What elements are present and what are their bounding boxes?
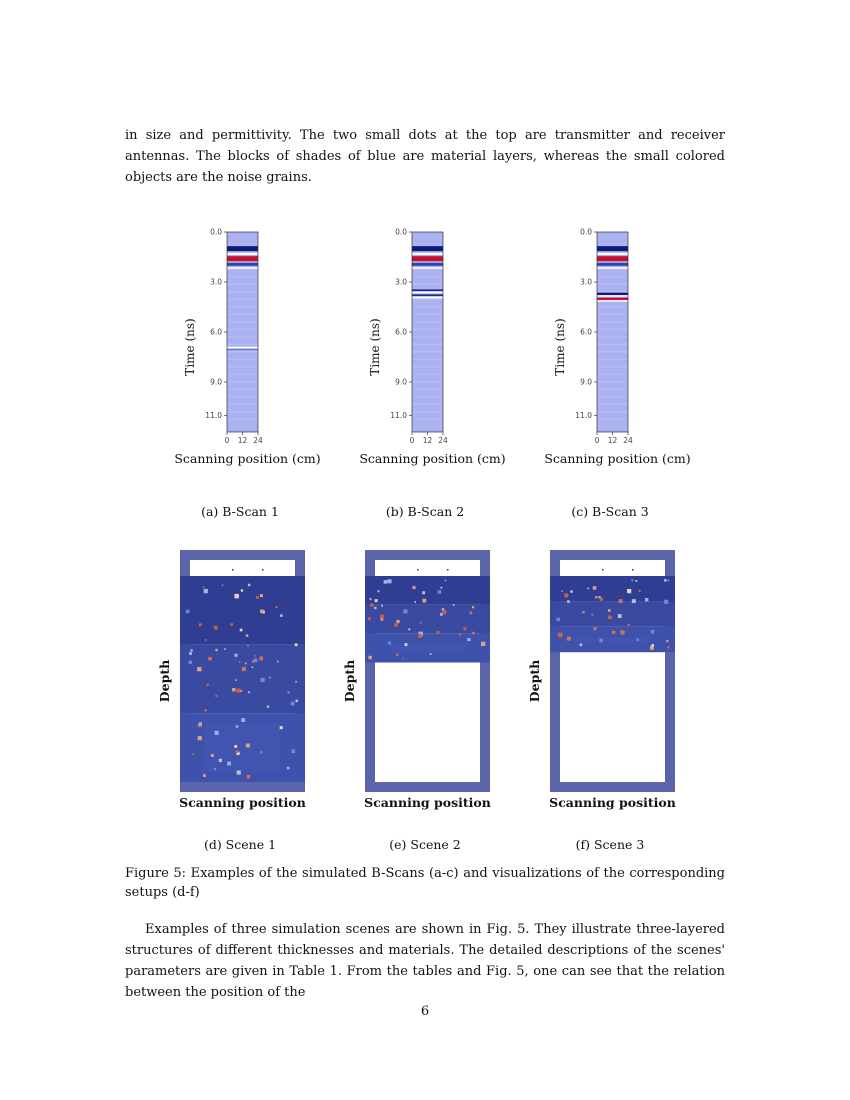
noise-grain	[564, 593, 568, 597]
texture-line	[597, 306, 628, 307]
noise-grain	[197, 667, 201, 671]
y-tick-label: 3.0	[395, 277, 407, 287]
noise-grain	[205, 709, 207, 711]
texture-line	[412, 366, 443, 367]
noise-grain	[235, 679, 237, 681]
texture-line	[227, 366, 258, 367]
transmitter-antenna	[232, 569, 234, 571]
noise-grain	[240, 629, 243, 632]
texture-line	[597, 284, 628, 285]
noise-grain	[280, 614, 283, 617]
noise-grain	[631, 579, 633, 581]
page-number: 6	[420, 1004, 430, 1019]
noise-grain	[267, 706, 269, 708]
texture-line	[597, 336, 628, 337]
noise-grain	[481, 642, 485, 646]
material-layer-2	[550, 601, 675, 626]
noise-grain	[440, 587, 442, 589]
noise-grain	[403, 609, 407, 613]
noise-grain	[412, 586, 415, 589]
y-tick-label: 3.0	[210, 277, 222, 287]
y-tick-label: 6.0	[395, 327, 407, 337]
noise-grain	[453, 604, 455, 606]
reflection-band	[412, 267, 443, 269]
reflection-band	[597, 256, 628, 261]
bscan-panel-2	[355, 222, 535, 472]
x-axis-label: Scanning position (cm)	[359, 451, 506, 466]
texture-line	[412, 284, 443, 285]
texture-line	[227, 284, 258, 285]
noise-grain	[205, 639, 207, 641]
noise-grain	[567, 600, 570, 603]
transmitter-antenna	[417, 569, 419, 571]
texture-line	[227, 314, 258, 315]
noise-grain	[215, 649, 217, 651]
texture-line	[412, 329, 443, 330]
noise-grain	[438, 590, 442, 594]
scene-panel-1	[155, 548, 325, 813]
y-tick-label: 11.0	[575, 410, 592, 420]
reflection-band	[412, 296, 443, 298]
x-tick-label: 0	[594, 436, 600, 445]
scene-panel-3	[525, 548, 695, 813]
noise-grain	[296, 700, 299, 703]
y-axis-label: Depth	[527, 659, 542, 703]
texture-line	[597, 314, 628, 315]
x-axis-label: Scanning position	[364, 795, 491, 810]
noise-grain	[203, 774, 206, 777]
reflection-band	[412, 246, 443, 251]
noise-grain	[388, 641, 391, 644]
noise-grain	[192, 753, 194, 755]
noise-grain	[619, 599, 623, 603]
noise-grain	[608, 616, 612, 620]
texture-line	[412, 306, 443, 307]
texture-line	[227, 291, 258, 292]
noise-grain	[645, 598, 648, 601]
texture-line	[597, 404, 628, 405]
noise-grain	[260, 594, 263, 597]
noise-grain	[380, 615, 384, 619]
noise-grain	[561, 590, 563, 592]
reflection-band	[597, 300, 628, 302]
y-axis-label: Depth	[342, 659, 357, 703]
noise-grain	[219, 759, 222, 762]
noise-grain	[664, 600, 668, 604]
reflection-band	[227, 267, 258, 269]
texture-line	[227, 321, 258, 322]
noise-grain	[415, 601, 417, 603]
noise-grain	[463, 627, 466, 630]
y-tick-label: 0.0	[580, 227, 592, 237]
noise-grain	[639, 590, 641, 592]
noise-grain	[587, 587, 589, 589]
subcaption-e: (e) Scene 2	[389, 837, 461, 852]
noise-grain	[378, 590, 380, 592]
y-axis-label: Time (ns)	[183, 318, 197, 376]
noise-grain	[422, 599, 426, 603]
noise-grain	[459, 633, 461, 635]
subcaption-a: (a) B-Scan 1	[201, 504, 279, 519]
noise-grain	[275, 606, 277, 608]
y-tick-label: 0.0	[210, 227, 222, 237]
x-axis-label: Scanning position (cm)	[544, 451, 691, 466]
noise-grain	[206, 683, 208, 685]
noise-grain	[472, 606, 474, 608]
noise-grain	[437, 631, 440, 634]
noise-grain	[593, 586, 597, 590]
noise-grain	[186, 610, 190, 614]
texture-line	[412, 314, 443, 315]
noise-grain	[269, 676, 271, 678]
reflection-band	[227, 263, 258, 266]
texture-line	[412, 374, 443, 375]
noise-grain	[618, 614, 622, 618]
x-axis-label: Scanning position	[179, 795, 306, 810]
noise-grain	[236, 725, 239, 728]
texture-line	[597, 419, 628, 420]
reflection-band	[412, 263, 443, 266]
noise-grain	[295, 643, 298, 646]
texture-line	[412, 321, 443, 322]
noise-grain	[252, 666, 254, 668]
noise-grain	[189, 652, 192, 655]
texture-line	[597, 396, 628, 397]
noise-grain	[224, 648, 226, 650]
reflection-band	[597, 298, 628, 301]
texture-line	[597, 344, 628, 345]
texture-line	[412, 299, 443, 300]
texture-line	[597, 411, 628, 412]
reflection-band	[227, 256, 258, 261]
noise-grain	[295, 681, 297, 683]
noise-grain	[368, 617, 371, 620]
noise-grain	[214, 626, 218, 630]
texture-line	[227, 359, 258, 360]
texture-line	[227, 381, 258, 382]
noise-grain	[236, 689, 240, 693]
reflection-band	[597, 263, 628, 266]
noise-grain	[368, 656, 371, 659]
texture-line	[597, 389, 628, 390]
x-tick-label: 12	[607, 436, 618, 445]
texture-line	[227, 351, 258, 352]
noise-grain	[556, 617, 560, 621]
bscan-background	[597, 232, 628, 432]
y-tick-label: 9.0	[580, 377, 592, 387]
texture-line	[412, 404, 443, 405]
x-tick-label: 0	[224, 436, 230, 445]
noise-grain	[374, 607, 377, 610]
y-axis-label: Time (ns)	[553, 318, 567, 376]
material-inclusion	[390, 644, 465, 653]
noise-grain	[593, 627, 596, 630]
noise-grain	[241, 589, 243, 591]
texture-line	[227, 306, 258, 307]
noise-grain	[420, 622, 422, 624]
noise-grain	[208, 657, 212, 661]
noise-grain	[232, 688, 236, 692]
noise-grain	[260, 610, 264, 614]
noise-grain	[245, 662, 247, 664]
subcaption-d: (d) Scene 1	[203, 837, 277, 852]
texture-line	[412, 344, 443, 345]
noise-grain	[396, 653, 398, 655]
noise-grain	[599, 639, 603, 643]
texture-line	[597, 381, 628, 382]
y-tick-label: 11.0	[205, 410, 222, 420]
noise-grain	[235, 594, 239, 598]
texture-line	[227, 419, 258, 420]
x-axis-label: Scanning position (cm)	[174, 451, 321, 466]
bscan-background	[227, 232, 258, 432]
reflection-band	[597, 246, 628, 251]
noise-grain	[204, 589, 208, 593]
texture-line	[227, 404, 258, 405]
noise-grain	[234, 745, 237, 748]
noise-grain	[402, 657, 404, 659]
body-paragraph: Examples of three simulation scenes are shown in Fig. 5. They illustrate three-layered structures of different thicknesses and materials. The detailed descriptions of the scenes' parameters are given in Table 1. From the tables and Fig. 5, one can see that the relation between the position of the	[125, 922, 725, 1000]
noise-grain	[430, 653, 432, 655]
noise-grain	[582, 612, 584, 614]
noise-grain	[199, 623, 202, 626]
bscan-background	[412, 232, 443, 432]
noise-grain	[288, 692, 290, 694]
subcaption-b: (b) B-Scan 2	[385, 504, 465, 519]
reflection-band	[227, 347, 258, 349]
reflection-band	[227, 246, 258, 251]
noise-grain	[241, 718, 245, 722]
noise-grain	[635, 580, 637, 582]
noise-grain	[291, 702, 295, 706]
texture-line	[227, 374, 258, 375]
reflection-band	[227, 253, 258, 255]
noise-grain	[612, 631, 615, 634]
noise-grain	[240, 690, 242, 692]
texture-line	[227, 329, 258, 330]
noise-grain	[381, 618, 384, 621]
texture-line	[412, 389, 443, 390]
intro-paragraph: in size and permittivity. The two small dots at the top are transmitter and receiver antennas. The blocks of shades of blue are material layers, whereas the small colored objects are the noise grains.	[125, 128, 725, 185]
texture-line	[412, 276, 443, 277]
x-tick-label: 12	[422, 436, 433, 445]
noise-grain	[203, 586, 205, 588]
texture-line	[597, 321, 628, 322]
noise-grain	[247, 775, 250, 778]
y-tick-label: 6.0	[580, 327, 592, 337]
noise-grain	[472, 632, 475, 635]
y-tick-label: 0.0	[395, 227, 407, 237]
noise-grain	[234, 654, 237, 657]
noise-grain	[291, 749, 295, 753]
receiver-antenna	[262, 569, 264, 571]
x-tick-label: 12	[237, 436, 248, 445]
noise-grain	[467, 638, 470, 641]
noise-grain	[248, 691, 250, 693]
noise-grain	[199, 722, 202, 725]
texture-line	[227, 344, 258, 345]
noise-grain	[620, 630, 624, 634]
texture-line	[597, 359, 628, 360]
texture-line	[227, 389, 258, 390]
noise-grain	[384, 580, 388, 584]
material-inclusion	[205, 723, 280, 772]
bscan-panel-3	[540, 222, 720, 472]
noise-grain	[558, 633, 562, 637]
texture-line	[412, 336, 443, 337]
noise-grain	[260, 678, 264, 682]
noise-grain	[567, 637, 571, 641]
bscan-panel-1	[170, 222, 350, 472]
noise-grain	[375, 599, 378, 602]
noise-grain	[370, 598, 372, 600]
noise-grain	[190, 649, 192, 651]
noise-grain	[469, 612, 472, 615]
texture-line	[227, 336, 258, 337]
x-tick-label: 24	[438, 436, 448, 445]
texture-line	[227, 299, 258, 300]
noise-grain	[591, 614, 593, 616]
figure-caption: Figure 5: Examples of the simulated B-Scans (a-c) and visualizations of the corresponding setups (d-f)	[125, 866, 725, 900]
noise-grain	[230, 623, 233, 626]
texture-line	[597, 329, 628, 330]
texture-line	[412, 359, 443, 360]
material-layer-2	[180, 645, 305, 714]
reflection-band	[412, 289, 443, 291]
texture-line	[412, 351, 443, 352]
texture-line	[412, 419, 443, 420]
y-tick-label: 9.0	[395, 377, 407, 387]
noise-grain	[256, 596, 259, 599]
noise-grain	[215, 695, 217, 697]
noise-grain	[395, 623, 398, 626]
noise-grain	[422, 591, 425, 594]
noise-grain	[236, 750, 239, 753]
noise-grain	[388, 579, 392, 583]
reflection-band	[597, 295, 628, 297]
noise-grain	[600, 597, 603, 600]
subcaption-f: (f) Scene 3	[575, 837, 645, 852]
noise-grain	[595, 596, 597, 598]
reflection-band	[597, 293, 628, 296]
reflection-band	[597, 253, 628, 255]
x-tick-label: 24	[623, 436, 633, 445]
noise-grain	[222, 584, 224, 586]
noise-grain	[246, 634, 249, 637]
noise-grain	[580, 643, 583, 646]
noise-grain	[442, 610, 446, 614]
noise-grain	[242, 667, 246, 671]
texture-line	[597, 374, 628, 375]
y-axis-label: Depth	[157, 659, 172, 703]
noise-grain	[227, 762, 231, 766]
scene-panel-2	[340, 548, 510, 813]
noise-grain	[381, 605, 383, 607]
noise-grain	[246, 743, 250, 747]
material-layer-2	[365, 605, 490, 634]
y-axis-label: Time (ns)	[368, 318, 382, 376]
y-tick-label: 3.0	[580, 277, 592, 287]
noise-grain	[651, 644, 654, 647]
subcaption-c: (c) B-Scan 3	[571, 504, 649, 519]
reflection-band	[227, 349, 258, 351]
y-tick-label: 11.0	[390, 410, 407, 420]
noise-grain	[214, 768, 216, 770]
receiver-antenna	[632, 569, 634, 571]
material-layer-1	[180, 576, 305, 645]
noise-grain	[254, 655, 256, 657]
noise-grain	[277, 661, 279, 663]
noise-grain	[239, 661, 241, 663]
reflection-band	[412, 291, 443, 293]
x-tick-label: 0	[409, 436, 415, 445]
noise-grain	[396, 620, 399, 623]
noise-grain	[280, 726, 283, 729]
noise-grain	[666, 640, 668, 642]
noise-grain	[247, 644, 249, 646]
reflection-band	[412, 294, 443, 296]
texture-line	[227, 411, 258, 412]
noise-grain	[667, 646, 669, 648]
noise-grain	[405, 643, 408, 646]
noise-grain	[627, 589, 631, 593]
noise-grain	[254, 659, 258, 663]
receiver-antenna	[447, 569, 449, 571]
texture-line	[597, 291, 628, 292]
noise-grain	[636, 638, 639, 641]
texture-line	[227, 396, 258, 397]
noise-grain	[632, 599, 636, 603]
noise-grain	[628, 624, 630, 626]
transmitter-antenna	[602, 569, 604, 571]
y-tick-label: 9.0	[210, 377, 222, 387]
noise-grain	[211, 754, 214, 757]
x-tick-label: 24	[253, 436, 263, 445]
y-tick-label: 6.0	[210, 327, 222, 337]
texture-line	[412, 411, 443, 412]
texture-line	[412, 381, 443, 382]
noise-grain	[445, 580, 447, 582]
noise-grain	[668, 579, 670, 581]
noise-grain	[287, 767, 290, 770]
noise-grain	[370, 603, 373, 606]
material-layer-1	[550, 576, 675, 601]
reflection-band	[597, 267, 628, 269]
noise-grain	[215, 731, 219, 735]
reflection-band	[412, 253, 443, 255]
noise-grain	[408, 629, 410, 631]
noise-grain	[237, 770, 241, 774]
noise-grain	[189, 661, 193, 665]
noise-grain	[248, 584, 250, 586]
noise-grain	[608, 609, 611, 612]
noise-grain	[418, 634, 422, 638]
texture-line	[412, 396, 443, 397]
noise-grain	[260, 751, 262, 753]
texture-line	[227, 276, 258, 277]
noise-grain	[651, 630, 655, 634]
noise-grain	[259, 656, 263, 660]
noise-grain	[570, 590, 572, 592]
texture-line	[597, 276, 628, 277]
texture-line	[597, 366, 628, 367]
texture-line	[597, 351, 628, 352]
noise-grain	[198, 736, 202, 740]
x-axis-label: Scanning position	[549, 795, 676, 810]
reflection-band	[412, 256, 443, 261]
noise-grain	[664, 579, 666, 581]
